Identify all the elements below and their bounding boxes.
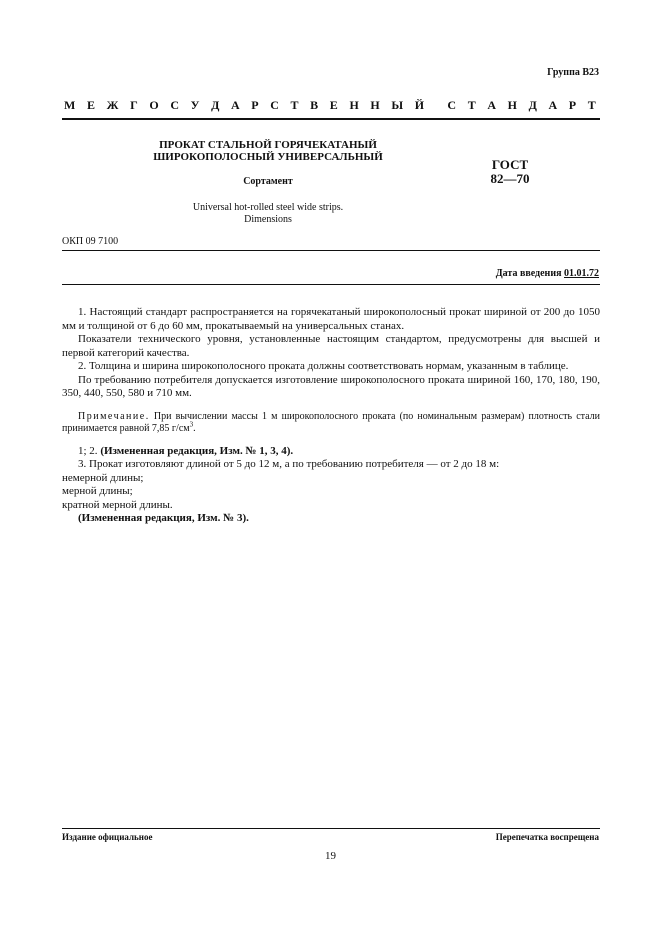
heading-letter: Н (507, 98, 517, 112)
heading-letter: М (64, 98, 76, 112)
heading-letter: А (548, 98, 558, 112)
note-superscript: 3 (189, 420, 194, 429)
paragraph-8: кратной мерной длины. (62, 498, 173, 511)
page-number: 19 (325, 850, 336, 862)
note-text: При вычислении массы 1 м широкополосного проката (по номинальным размерам) плотность стали принимается равной 7,85 г/см (62, 410, 600, 434)
heading-letter: Т (290, 98, 299, 112)
note: Примечание. При вычислении массы 1 м широкополосного проката (по номинальным размерам) плотность стали принимается равной 7,85 $г/см^3$. (62, 410, 600, 434)
edition-note-1-prefix: 1; 2. (78, 444, 98, 457)
heading-letter: С (170, 98, 179, 112)
heading-letter: Е (329, 98, 338, 112)
heading-letter: С (270, 98, 279, 112)
gost-label: ГОСТ (491, 157, 529, 172)
introduction-date (496, 268, 599, 279)
title-line-1: ПРОКАТ СТАЛЬНОЙ ГОРЯЧЕКАТАНЫЙ (159, 139, 377, 151)
english-title-line-1: Universal hot-rolled steel wide strips. (192, 202, 344, 213)
document-title (138, 139, 398, 163)
edition-note-1 (62, 445, 600, 459)
paragraph-2: Показатели технического уровня, установленные настоящим стандартом, предусмотрены для высшей и первой категорий качества. (62, 333, 600, 359)
heading-letter: Й (414, 98, 425, 112)
footer-reprint-notice: Перепечатка воспрещена (495, 832, 599, 842)
heading-letter: Д (528, 98, 537, 112)
date-divider (62, 284, 600, 285)
heading-letter: Т (587, 98, 596, 112)
english-title (138, 202, 398, 226)
heading-letter: Ы (391, 98, 404, 112)
date-label: Дата введения (495, 268, 562, 279)
heading-letter: В (310, 98, 319, 112)
heading-letter: Н (349, 98, 359, 112)
english-title-line-2: Dimensions (244, 214, 292, 225)
standard-heading (64, 98, 596, 113)
heading-letter: Е (86, 98, 95, 112)
heading-letter: Р (251, 98, 259, 112)
title-line-2: ШИРОКОПОЛОСНЫЙ УНИВЕРСАЛЬНЫЙ (153, 151, 383, 163)
heading-letter: Н (370, 98, 380, 112)
paragraph-7: мерной длины; (62, 485, 133, 497)
heading-letter: У (190, 98, 200, 112)
heading-letter: Т (467, 98, 476, 112)
heading-letter: Р (568, 98, 577, 112)
note-label: Примечание. (78, 410, 150, 422)
paragraph-3: 2. Толщина и ширина широкополосного проката должны соответствовать нормам, указанным в таблице. (78, 360, 569, 372)
document-body (62, 306, 600, 526)
heading-letter: С (447, 98, 457, 112)
heading-letter: О (149, 98, 159, 112)
heading-letter: А (230, 98, 240, 112)
heading-letter: А (487, 98, 496, 112)
paragraph-5: 3. Прокат изготовляют длиной от 5 до 12 м, а по требованию потребителя — от 2 до 18 м: (78, 458, 500, 470)
group-label: Группа В23 (547, 67, 599, 78)
header-divider (62, 250, 600, 251)
footer-official-edition: Издание официальное (62, 832, 153, 842)
date-value: 01.01.72 (564, 268, 599, 279)
edition-note-1-text: (Измененная редакция, Изм. № 1, 3, 4). (100, 444, 294, 457)
top-divider (62, 118, 600, 120)
gost-number (480, 158, 540, 186)
paragraph-4: По требованию потребителя допускается изготовление широкополосного проката шириной 160, 170, 180, 190, 350, 440, 550, 580 и 710 мм. (62, 373, 600, 399)
gost-code: 82—70 (490, 171, 530, 186)
heading-letter: Г (130, 98, 138, 112)
document-subtitle: Сортамент (243, 176, 293, 187)
edition-note-2: (Измененная редакция, Изм. № 3). (78, 512, 249, 524)
heading-letter: Ж (106, 98, 119, 112)
paragraph-6: немерной длины; (62, 471, 144, 484)
heading-letter: Д (211, 98, 220, 112)
okp-code: ОКП 09 7100 (62, 236, 119, 247)
footer-divider (62, 828, 600, 829)
paragraph-1: 1. Настоящий стандарт распространяется на горячекатаный широкополосный прокат шириной от 200 до 1050 мм и толщиной от 6 до 60 мм, прокатываемый на универсальных станах. (62, 306, 600, 332)
